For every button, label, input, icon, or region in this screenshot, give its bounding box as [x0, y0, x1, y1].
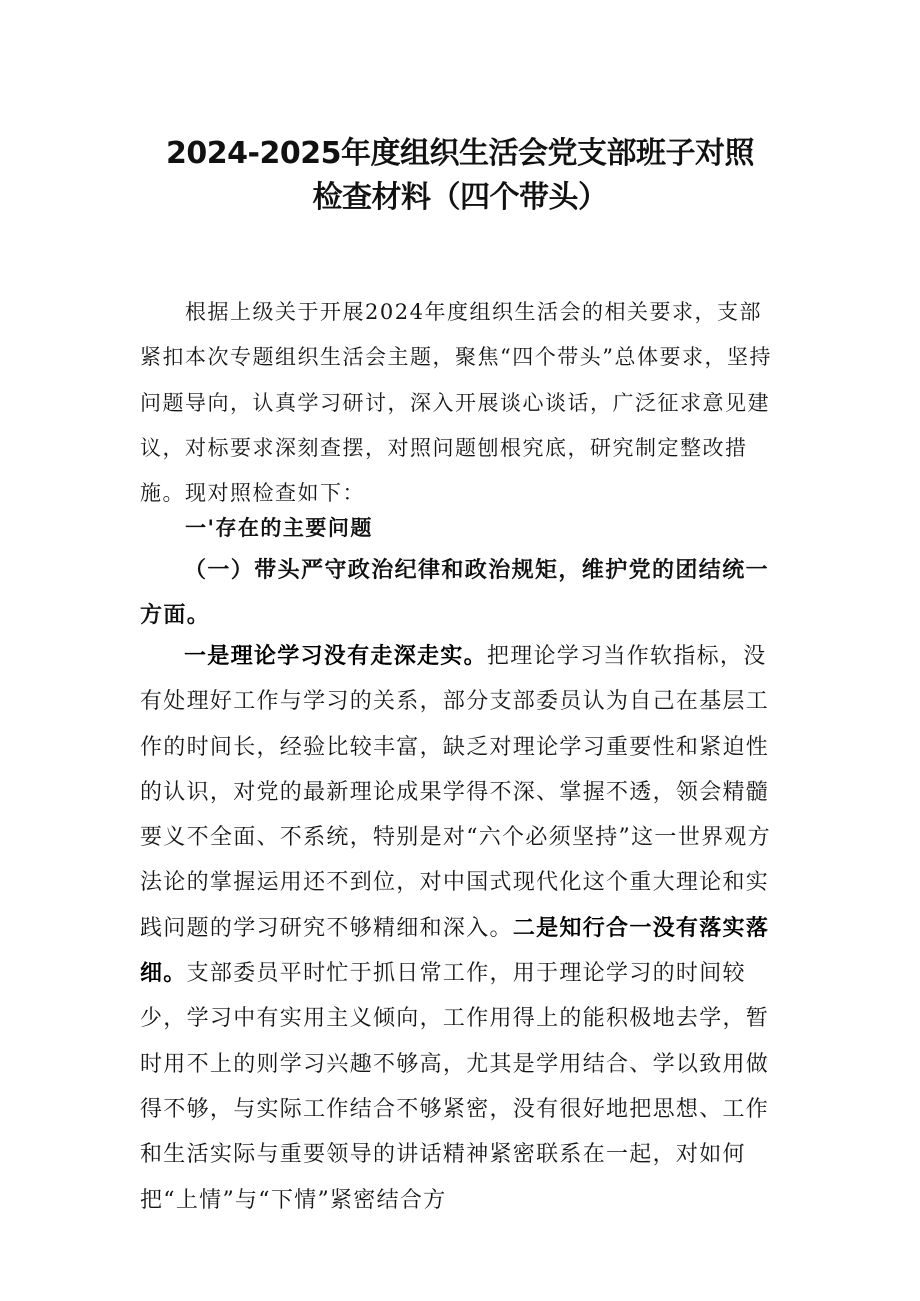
point-2-text: 支部委员平时忙于抓日常工作，用于理论学习的时间较少，学习中有实用主义倾向，工作用得上的能积极地去学，暂时用不上的则学习兴趣不够高，尤其是学用结合、学以致用做得不够，与实际工作结合不够紧密，没有很好地把思想、工作和生活实际与重要领导的讲话精神紧密联系在一起，对如何把“上情”与“下情”紧密结合方	[140, 961, 770, 1213]
document-title-line-2: 检查材料（四个带头）	[312, 180, 608, 215]
lead-point-1: 一是理论学习没有走深走实。	[184, 643, 487, 669]
document-title-line-1: 2024-2025年度组织生活会党支部班子对照	[166, 136, 754, 171]
intro-paragraph: 根据上级关于开展2024年度组织生活会的相关要求，支部紧扣本次专题组织生活会主题，聚焦“四个带头”总体要求，坚持问题导向，认真学习研讨，深入开展谈心谈话，广泛征求意见建议，对标要求深刻查摆，对照问题刨根究底，研究制定整改措施。现对照检查如下：	[140, 300, 772, 506]
section-heading: 一'存在的主要问题	[185, 515, 373, 540]
lead-point-2: 二是知行合一没有落实落细。	[140, 914, 770, 987]
body-paragraph	[140, 634, 788, 1223]
point-1-text: 把理论学习当作软指标，没有处理好工作与学习的关系，部分支部委员认为自己在基层工作的时间长，经验比较丰富，缺乏对理论学习重要性和紧迫性的认识，对党的最新理论成果学得不深、掌握不透，领会精髓要义不全面、不系统，特别是对“六个必须坚持”这一世界观方法论的掌握运用还不到位，对中国式现代化这个重大理论和实践问题的学习研究不够精细和深入。	[140, 644, 771, 941]
subsection-heading: （一）带头严守政治纪律和政治规矩，维护党的团结统一方面。	[140, 557, 770, 628]
